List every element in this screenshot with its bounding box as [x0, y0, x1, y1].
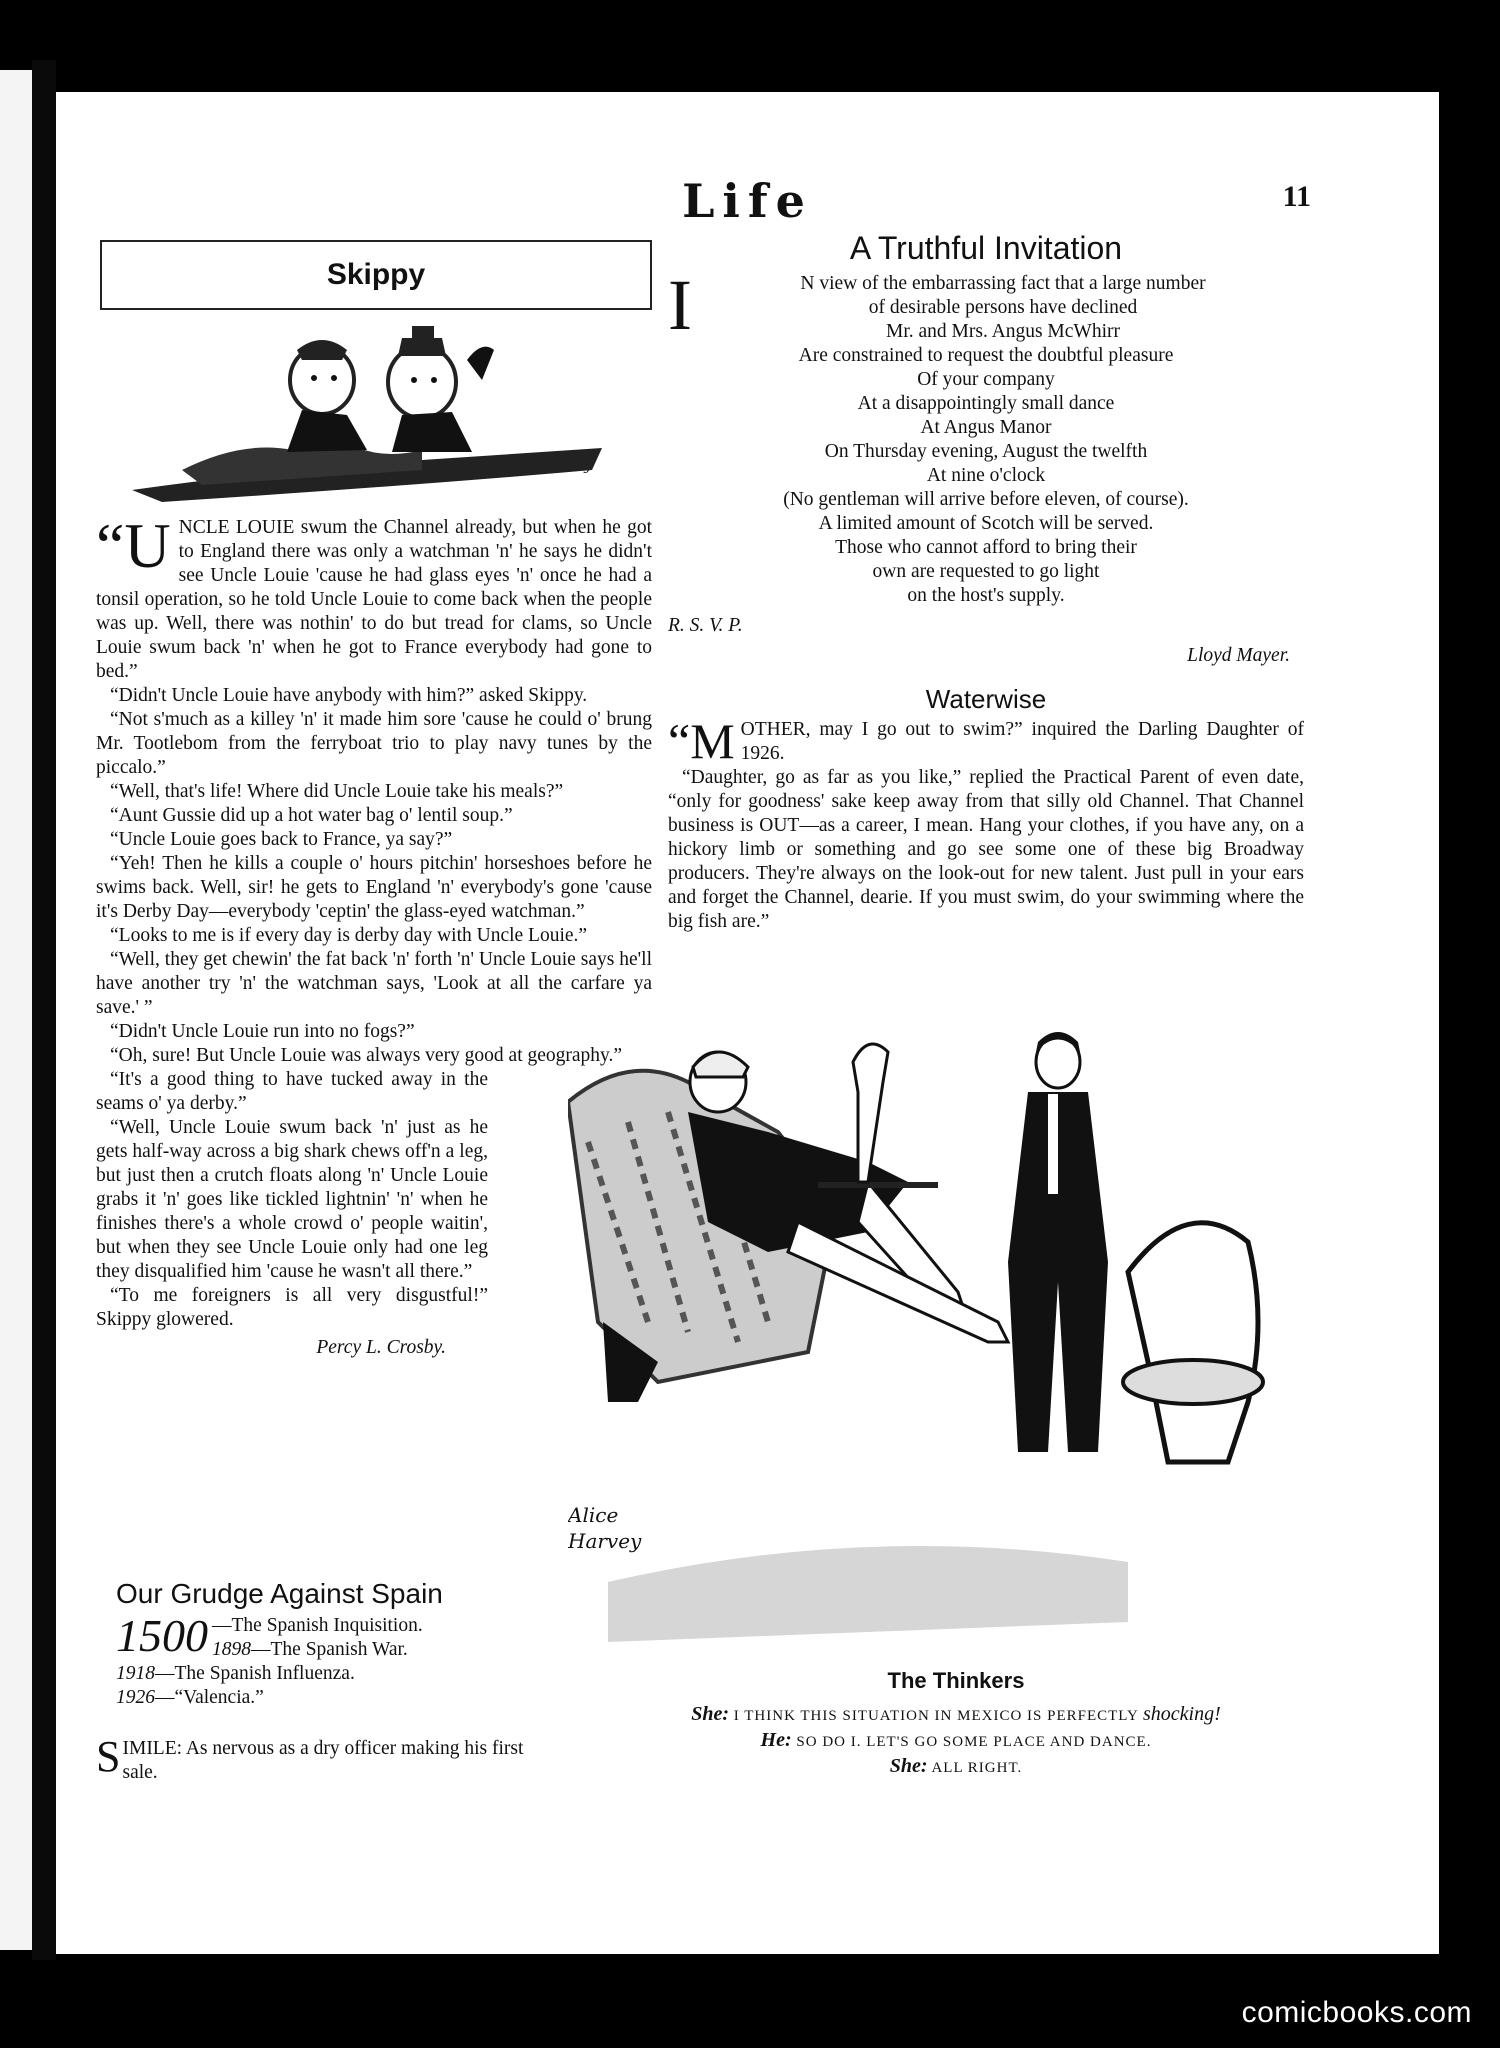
drop-cap: “M: [668, 713, 735, 769]
grudge-item: —The Spanish Influenza.: [155, 1663, 355, 1684]
paragraph: [668, 713, 1304, 769]
paragraph: “Looks to me is if every day is derby day with Uncle Louie.”: [110, 925, 588, 946]
invitation-line: (No gentleman will arrive before eleven, of course).: [783, 489, 1189, 510]
magazine-page: [56, 92, 1439, 1954]
paragraph: “Not s'much as a killey 'n' it made him sore 'cause he could o' brung Mr. Tootlebom from the ferryboat trio to play navy tunes by the piccalo.”: [96, 709, 652, 778]
page-gutter: [32, 60, 56, 1960]
thinkers-art-signature-last: Harvey: [568, 1529, 642, 1553]
invitation-line: Those who cannot afford to bring their: [835, 537, 1137, 558]
paragraph: “Didn't Uncle Louie have anybody with him?” asked Skippy.: [110, 685, 588, 706]
invitation-line: on the host's supply.: [907, 585, 1065, 606]
invitation-line: Mr. and Mrs. Angus McWhirr: [886, 321, 1120, 342]
paragraph: “Aunt Gussie did up a hot water bag o' lentil soup.”: [110, 805, 513, 826]
speaker-label: She:: [691, 1703, 730, 1725]
skippy-art-signature: Crosby: [542, 458, 592, 474]
thinkers-caption: [576, 1702, 1336, 1780]
grudge-item: —The Spanish War.: [251, 1639, 408, 1660]
paragraph: “Daughter, go as far as you like,” replied the Practical Parent of even date, “only for goodness' sake keep away from that silly old Channel. That Channel business is OUT—as a career, I mean. Hang your clothes, if you have any, on a hickory limb or something and go see some one of these big Broadway producers. They're always on the look-out for new talent. Just pull in your ears and forget the Channel, dearie. If you must swim, do your swimming where the big fish are.”: [668, 767, 1304, 932]
caption-line: [576, 1728, 1336, 1754]
thinkers-illustration: [568, 1022, 1338, 1652]
paragraph: “It's a good thing to have tucked away in the seams o' ya derby.”: [96, 1069, 488, 1114]
simile: [96, 1732, 546, 1785]
paragraph: “Uncle Louie goes back to France, ya say?”: [110, 829, 453, 850]
waterwise-body: [668, 713, 1304, 934]
grudge-item: —The Spanish Inquisition.: [212, 1615, 423, 1636]
caption-line: [576, 1754, 1336, 1780]
skippy-first-paragraph: [96, 510, 652, 684]
skippy-illustration: [122, 320, 628, 510]
grudge-title: Our Grudge Against Spain: [116, 1578, 443, 1609]
drop-cap: I: [668, 265, 692, 345]
paragraph-text: OTHER, may I go out to swim?” inquired the Darling Daughter of 1926.: [740, 719, 1304, 764]
invitation-line: On Thursday evening, August the twelfth: [824, 441, 1148, 462]
grudge-year: 1898: [212, 1639, 251, 1660]
paragraph: “Didn't Uncle Louie run into no fogs?”: [110, 1021, 415, 1042]
grudge-year: 1918: [116, 1663, 155, 1684]
invitation-line: At Angus Manor: [920, 417, 1052, 438]
invitation-body: [668, 265, 1304, 668]
paragraph: “To me foreigners is all very disgustful!” Skippy glowered.: [96, 1285, 488, 1330]
paragraph: “Well, that's life! Where did Uncle Louie take his meals?”: [110, 781, 564, 802]
invitation-line: Are constrained to request the doubtful pleasure: [798, 345, 1174, 366]
page-number: 11: [1282, 180, 1311, 213]
speaker-label: He:: [760, 1729, 792, 1751]
paragraph: “Well, Uncle Louie swum back 'n' just as he gets half-way across a big shark chews off'n a leg, but just then a crutch floats along 'n' Uncle Louie grabs it 'n' goes like tickled lightnin' 'n' when he finishes there's a whole crowd o' people waitin', but when they see Uncle Louie only had one leg they disqualified him 'cause he wasn't all there.”: [96, 1117, 488, 1282]
adjacent-page-edge: [0, 70, 32, 1950]
caption-text: I THINK THIS SITUATION IN MEXICO IS PERFECTLY: [733, 1708, 1139, 1724]
invitation-signature: Lloyd Mayer.: [1187, 645, 1290, 666]
caption-emphasis: shocking!: [1143, 1703, 1221, 1725]
invitation-line: A limited amount of Scotch will be served.: [818, 513, 1154, 534]
thinkers-art-signature-first: Alice: [568, 1503, 619, 1527]
thinkers-title: The Thinkers: [887, 1668, 1025, 1693]
caption-text: ALL RIGHT.: [931, 1760, 1023, 1776]
skippy-title: Skippy: [326, 258, 426, 291]
caption-line: [576, 1702, 1336, 1728]
invitation-line: of desirable persons have declined: [868, 297, 1138, 318]
narrow-paragraphs: [96, 1068, 488, 1360]
speaker-label: She:: [889, 1755, 928, 1777]
invitation-line: At nine o'clock: [926, 465, 1046, 486]
paragraph-text: NCLE LOUIE swum the Channel already, but when he got to England there was only a watchman 'n' he says he didn't see Uncle Louie 'cause he had glass eyes 'n' once he had a tonsil operation, so he told Uncle Louie to come back when the people was up. Well, there was nothin' to do but tread for clams, so Uncle Louie swum back 'n' when he got to France everybody had gone to bed.”: [96, 517, 652, 682]
masthead: Life: [682, 174, 813, 228]
rsvp: R. S. V. P.: [668, 615, 743, 636]
paragraph: “Oh, sure! But Uncle Louie was always very good at geography.”: [110, 1045, 623, 1066]
waterwise-title: Waterwise: [925, 684, 1047, 714]
paragraph: “Well, they get chewin' the fat back 'n' forth 'n' Uncle Louie says he'll have another try 'n' the watchman says, 'Look at all the carfare ya save.' ”: [96, 949, 652, 1018]
paragraph: “Yeh! Then he kills a couple o' hours pitchin' horseshoes before he swims back. Well, sir! he gets to England 'n' everybody's gone 'cause it's Derby Day—everybody 'ceptin' the glass-eyed watchman.”: [96, 853, 652, 922]
grudge-year: 1926: [116, 1687, 155, 1708]
grudge-list: [116, 1610, 496, 1710]
grudge-year: 1500: [116, 1610, 208, 1661]
grudge-item: —“Valencia.”: [155, 1687, 264, 1708]
drop-cap: S: [96, 1732, 121, 1781]
watermark: comicbooks.com: [1241, 1996, 1472, 2029]
invitation-line: N view of the embarrassing fact that a large number: [800, 273, 1206, 294]
drop-cap: “U: [96, 510, 171, 581]
skippy-title-box: [100, 240, 652, 310]
skippy-signature: Percy L. Crosby.: [316, 1337, 446, 1358]
invitation-line: own are requested to go light: [872, 561, 1100, 582]
simile-text: IMILE: As nervous as a dry officer making his first sale.: [122, 1738, 524, 1783]
caption-text: SO DO I. LET'S GO SOME PLACE AND DANCE.: [796, 1734, 1152, 1750]
invitation-line: At a disappointingly small dance: [857, 393, 1115, 414]
invitation-line: Of your company: [917, 369, 1055, 390]
invitation-title: A Truthful Invitation: [849, 230, 1123, 266]
